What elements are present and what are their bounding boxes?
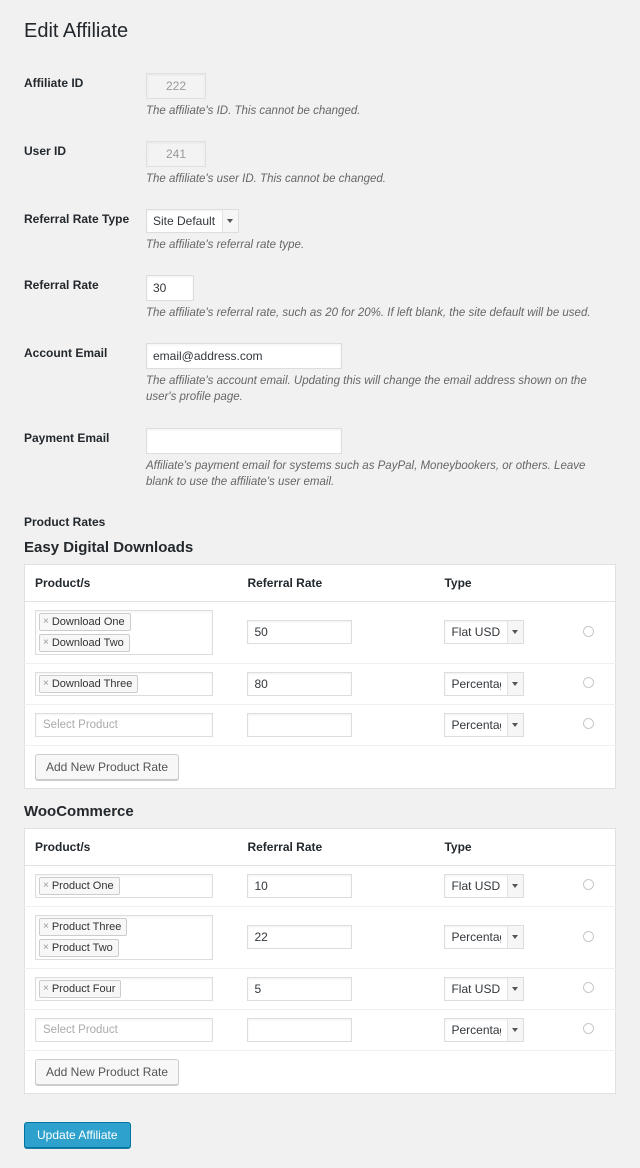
- table-row: [25, 601, 616, 663]
- remove-row-icon[interactable]: [583, 931, 594, 942]
- table-row-add: [25, 745, 616, 788]
- type-select[interactable]: [444, 925, 524, 949]
- column-header-remove: [573, 828, 616, 865]
- product-token-label: Download One: [51, 615, 125, 628]
- remove-token-icon[interactable]: ×: [43, 677, 49, 689]
- product-token-label: Product One: [51, 879, 114, 892]
- cell-rate: [237, 601, 434, 663]
- table-row: [25, 1009, 616, 1050]
- user-id-description: The affiliate's user ID. This cannot be changed.: [146, 173, 386, 186]
- remove-token-icon[interactable]: ×: [43, 982, 49, 994]
- submit-row: [24, 1108, 616, 1168]
- column-header-referral-rate: Referral Rate: [237, 564, 434, 601]
- column-header-referral-rate: Referral Rate: [237, 828, 434, 865]
- cell-products: [25, 968, 238, 1009]
- label-user-id: User ID: [24, 144, 67, 159]
- type-select-wrap: [444, 620, 524, 644]
- type-select-wrap: [444, 925, 524, 949]
- column-header-products: Product/s: [25, 828, 238, 865]
- table-row-add: [25, 1050, 616, 1093]
- product-token[interactable]: [39, 939, 119, 957]
- product-token[interactable]: [39, 918, 127, 936]
- product-token-field[interactable]: [35, 610, 213, 655]
- table-row: [25, 704, 616, 745]
- update-affiliate-button[interactable]: Update Affiliate: [24, 1122, 131, 1148]
- table-row: [25, 663, 616, 704]
- cell-type: [434, 906, 572, 968]
- label-payment-email: Payment Email: [24, 430, 110, 445]
- cell-remove: [573, 1009, 616, 1050]
- type-select[interactable]: [444, 874, 524, 898]
- cell-type: [434, 968, 572, 1009]
- affiliate-id-description: The affiliate's ID. This cannot be changed.: [146, 105, 361, 117]
- product-placeholder: Select Product: [43, 718, 118, 731]
- product-placeholder: Select Product: [43, 1023, 118, 1036]
- affiliate-form-table: [24, 62, 616, 501]
- type-select[interactable]: [444, 620, 524, 644]
- rate-input[interactable]: [247, 874, 352, 898]
- label-referral-rate-type: Referral Rate Type: [24, 212, 130, 227]
- product-token-field[interactable]: [35, 874, 213, 898]
- cell-products: [25, 865, 238, 906]
- referral-rate-type-description: The affiliate's referral rate type.: [146, 239, 305, 252]
- product-token-label: Product Four: [51, 982, 116, 995]
- remove-row-icon[interactable]: [583, 677, 594, 688]
- cell-products: [25, 906, 238, 968]
- user-id-input: [146, 141, 206, 167]
- rate-input[interactable]: [247, 925, 352, 949]
- product-token-field[interactable]: [35, 1018, 213, 1042]
- remove-row-icon[interactable]: [583, 879, 594, 890]
- cell-type: [434, 601, 572, 663]
- product-token-field[interactable]: [35, 672, 213, 696]
- cell-rate: [237, 663, 434, 704]
- cell-add-button: [25, 1050, 616, 1093]
- cell-add-button: [25, 745, 616, 788]
- product-token-label: Download Three: [51, 677, 133, 690]
- remove-token-icon[interactable]: ×: [43, 920, 49, 932]
- form-row-affiliate-id: [24, 62, 616, 130]
- column-header-type: Type: [434, 564, 572, 601]
- type-select[interactable]: [444, 977, 524, 1001]
- product-token-field[interactable]: [35, 713, 213, 737]
- label-affiliate-id: Affiliate ID: [24, 76, 84, 90]
- cell-remove: [573, 906, 616, 968]
- form-row-referral-rate-type: [24, 198, 616, 264]
- add-new-product-rate-button[interactable]: Add New Product Rate: [35, 754, 179, 780]
- remove-token-icon[interactable]: ×: [43, 636, 49, 648]
- cell-remove: [573, 704, 616, 745]
- form-row-user-id: [24, 130, 616, 198]
- rate-table-header-row: [25, 564, 616, 601]
- cell-remove: [573, 663, 616, 704]
- cell-products: [25, 704, 238, 745]
- section-title-edd: Easy Digital Downloads: [24, 538, 194, 556]
- cell-type: [434, 663, 572, 704]
- referral-rate-type-select-wrap: [146, 209, 239, 233]
- account-email-input[interactable]: [146, 343, 342, 369]
- referral-rate-description: The affiliate's referral rate, such as 20 for 20%. If left blank, the site default will be used.: [146, 307, 591, 320]
- remove-token-icon[interactable]: ×: [43, 941, 49, 953]
- add-new-product-rate-button[interactable]: Add New Product Rate: [35, 1059, 179, 1085]
- remove-token-icon[interactable]: ×: [43, 879, 49, 891]
- table-row: [25, 906, 616, 968]
- referral-rate-input[interactable]: [146, 275, 194, 301]
- type-select-wrap: [444, 713, 524, 737]
- product-rates-label: Product Rates: [24, 514, 106, 529]
- payment-email-input[interactable]: [146, 428, 342, 454]
- product-token[interactable]: [39, 613, 131, 631]
- type-select[interactable]: [444, 713, 524, 737]
- product-token-field[interactable]: [35, 977, 213, 1001]
- column-header-remove: [573, 564, 616, 601]
- cell-rate: [237, 1009, 434, 1050]
- remove-row-icon[interactable]: [583, 982, 594, 993]
- cell-rate: [237, 906, 434, 968]
- payment-email-description: Affiliate's payment email for systems such as PayPal, Moneybookers, or others. Leave blank to use the affiliate's user email.: [146, 459, 586, 488]
- cell-products: [25, 1009, 238, 1050]
- table-row: [25, 968, 616, 1009]
- cell-type: [434, 1009, 572, 1050]
- cell-remove: [573, 968, 616, 1009]
- column-header-products: Product/s: [25, 564, 238, 601]
- rate-input[interactable]: [247, 1018, 352, 1042]
- rate-input[interactable]: [247, 713, 352, 737]
- label-referral-rate: Referral Rate: [24, 278, 99, 293]
- type-select-wrap: [444, 1018, 524, 1042]
- remove-token-icon[interactable]: ×: [43, 615, 49, 627]
- type-select-wrap: [444, 874, 524, 898]
- product-token[interactable]: [39, 675, 138, 693]
- form-row-account-email: [24, 332, 616, 416]
- cell-type: [434, 865, 572, 906]
- table-row: [25, 865, 616, 906]
- remove-row-icon[interactable]: [583, 626, 594, 637]
- rate-table-edd: [24, 564, 616, 789]
- rate-table-header-row: [25, 828, 616, 865]
- rate-input[interactable]: [247, 620, 352, 644]
- product-token-label: Product Three: [51, 920, 122, 933]
- product-token[interactable]: [39, 980, 121, 998]
- referral-rate-type-select[interactable]: [146, 209, 239, 233]
- product-token[interactable]: [39, 877, 120, 895]
- cell-rate: [237, 865, 434, 906]
- cell-rate: [237, 704, 434, 745]
- remove-row-icon[interactable]: [583, 1023, 594, 1034]
- type-select-wrap: [444, 977, 524, 1001]
- rate-input[interactable]: [247, 977, 352, 1001]
- cell-type: [434, 704, 572, 745]
- column-header-type: Type: [434, 828, 572, 865]
- affiliate-id-input: [146, 73, 206, 99]
- type-select[interactable]: [444, 1018, 524, 1042]
- type-select-wrap: [444, 672, 524, 696]
- section-title-woocommerce: WooCommerce: [24, 802, 134, 820]
- product-token-field[interactable]: [35, 915, 213, 960]
- rate-input[interactable]: [247, 672, 352, 696]
- remove-row-icon[interactable]: [583, 718, 594, 729]
- form-row-referral-rate: [24, 264, 616, 332]
- product-token-label: Download Two: [51, 636, 124, 649]
- form-row-payment-email: [24, 417, 616, 501]
- label-account-email: Account Email: [24, 346, 108, 361]
- account-email-description: The affiliate's account email. Updating this will change the email address shown on the user's profile page.: [146, 375, 587, 404]
- cell-rate: [237, 968, 434, 1009]
- product-token-label: Product Two: [51, 941, 113, 954]
- product-token[interactable]: [39, 634, 130, 652]
- cell-products: [25, 601, 238, 663]
- cell-products: [25, 663, 238, 704]
- cell-remove: [573, 865, 616, 906]
- rate-table-woocommerce: [24, 828, 616, 1094]
- type-select[interactable]: [444, 672, 524, 696]
- page-title: Edit Affiliate: [24, 20, 129, 42]
- cell-remove: [573, 601, 616, 663]
